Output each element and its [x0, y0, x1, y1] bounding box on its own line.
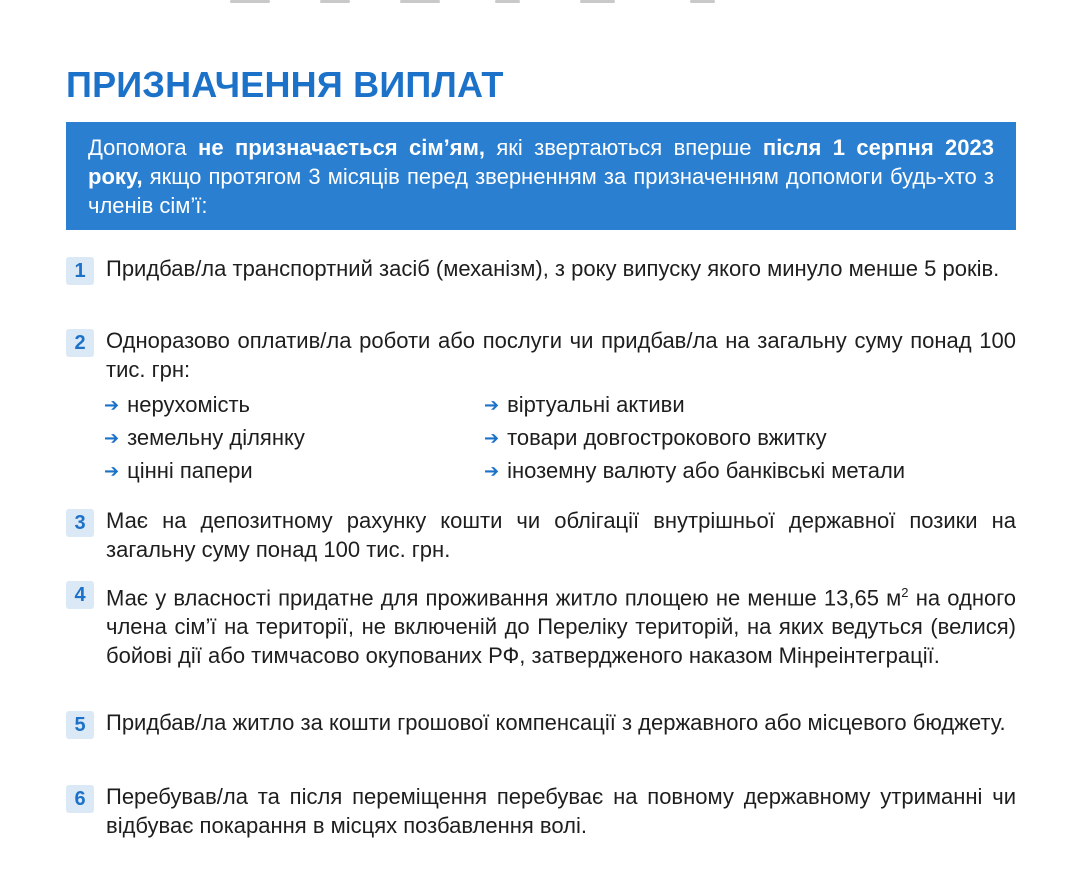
item-number-badge: 5 [66, 711, 94, 739]
banner-text-3: якщо протягом 3 місяців перед зверненням за призначенням допомоги будь-хто з членів сім’ї: [88, 164, 994, 218]
item-text: Придбав/ла житло за кошти грошової компенсації з державного або місцевого бюджету. [106, 710, 1006, 735]
list-item-5 [66, 708, 1016, 768]
item-text [106, 578, 1016, 670]
sub-item [104, 423, 305, 454]
list-item-6 [66, 782, 1016, 842]
banner-text-2: які звертаються вперше [484, 135, 763, 160]
arrow-right-icon: ➔ [104, 461, 120, 481]
sub-item [104, 390, 250, 421]
banner-text-1: Допомога [88, 135, 199, 160]
item-text: Має на депозитному рахунку кошти чи облігації внутрішньої державної позики на загальну суму понад 100 тис. грн. [106, 508, 1016, 562]
superscript: 2 [901, 585, 909, 600]
item-number-badge: 6 [66, 785, 94, 813]
item-number-badge: 1 [66, 257, 94, 285]
notice-banner [66, 122, 1016, 230]
item-number-badge: 3 [66, 509, 94, 537]
item-text: Одноразово оплатив/ла роботи або послуги чи придбав/ла на загальну суму понад 100 тис. грн: [106, 328, 1016, 382]
purchase-categories-list [104, 390, 984, 490]
item-number-badge: 4 [66, 581, 94, 609]
sub-item-label: товари довгострокового вжитку [507, 425, 827, 450]
arrow-right-icon: ➔ [484, 461, 500, 481]
sub-item [104, 456, 253, 487]
arrow-right-icon: ➔ [484, 428, 500, 448]
item-text: Придбав/ла транспортний засіб (механізм), з року випуску якого минуло менше 5 років. [106, 256, 1000, 281]
list-item-4 [66, 578, 1016, 696]
list-item-2 [66, 326, 1016, 386]
banner-bold-1: не призначається сім’ям, [198, 135, 485, 160]
arrow-right-icon: ➔ [104, 395, 120, 415]
sub-item [484, 390, 685, 421]
sub-item-label: земельну ділянку [127, 425, 305, 450]
page-title: ПРИЗНАЧЕННЯ ВИПЛАТ [66, 64, 504, 105]
item-text-part: на одного члена сім’ї на території, не включеній до Переліку територій, на яких ведуться (велися) бойові дії або тимчасово окупованих РФ, затвердженого наказом Мінреінтеграції. [106, 585, 1017, 669]
list-item-3 [66, 506, 1016, 566]
item-text-part: Має у власності придатне для проживання житло площею не менше 13,65 м [106, 585, 902, 611]
arrow-right-icon: ➔ [104, 428, 120, 448]
item-text: Перебував/ла та після переміщення перебуває на повному державному утриманні чи відбуває покарання в місцях позбавлення волі. [106, 784, 1016, 838]
sub-item [484, 456, 905, 487]
top-cropped-strip [0, 0, 1080, 6]
sub-item [484, 423, 827, 454]
sub-item-label: віртуальні активи [507, 392, 685, 417]
banner-bold-2: після 1 серпня 2023 року, [88, 135, 994, 189]
sub-item-label: цінні папери [127, 458, 253, 483]
sub-item-label: іноземну валюту або банківські метали [507, 458, 906, 483]
list-item-1 [66, 254, 1016, 314]
arrow-right-icon: ➔ [484, 395, 500, 415]
item-number-badge: 2 [66, 329, 94, 357]
sub-item-label: нерухомість [127, 392, 251, 417]
